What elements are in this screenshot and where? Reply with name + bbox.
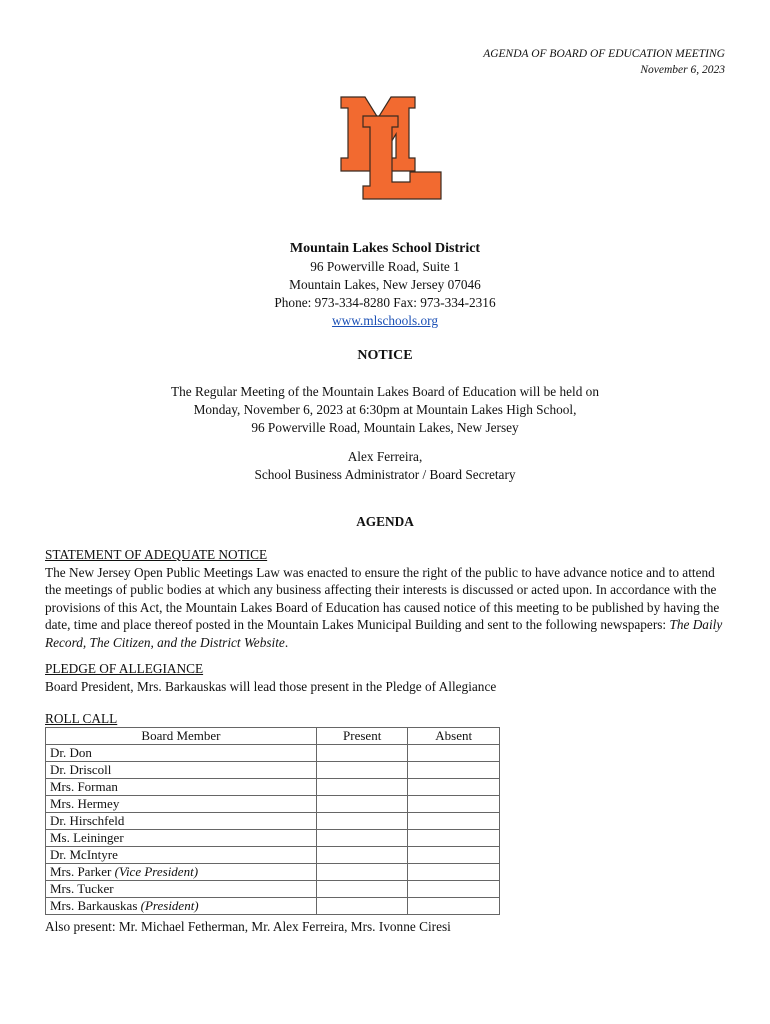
present-cell[interactable] bbox=[316, 830, 408, 847]
present-cell[interactable] bbox=[316, 813, 408, 830]
table-row bbox=[46, 745, 500, 762]
table-row bbox=[46, 864, 500, 881]
notice-body bbox=[0, 383, 770, 437]
member-name: Ms. Leininger bbox=[50, 830, 124, 845]
adequate-notice-body bbox=[45, 564, 725, 652]
member-name: Mrs. Forman bbox=[50, 779, 118, 794]
notice-signature bbox=[0, 448, 770, 484]
district-address-line2: Mountain Lakes, New Jersey 07046 bbox=[289, 277, 481, 292]
district-logo bbox=[338, 94, 444, 206]
column-header-present: Present bbox=[316, 728, 408, 745]
signer-name: Alex Ferreira, bbox=[347, 449, 423, 464]
district-website-link[interactable]: www.mlschools.org bbox=[331, 313, 438, 328]
district-address-line1: 96 Powerville Road, Suite 1 bbox=[310, 259, 460, 274]
member-name: Dr. Don bbox=[50, 745, 92, 760]
pledge-heading: PLEDGE OF ALLEGIANCE bbox=[45, 661, 204, 676]
pledge-body: Board President, Mrs. Barkauskas will lead those present in the Pledge of Allegiance bbox=[45, 678, 497, 694]
member-name-cell bbox=[46, 881, 317, 898]
present-cell[interactable] bbox=[316, 898, 408, 915]
present-cell[interactable] bbox=[316, 864, 408, 881]
member-name-cell bbox=[46, 847, 317, 864]
absent-cell[interactable] bbox=[408, 745, 500, 762]
district-info bbox=[0, 240, 770, 330]
adequate-notice-section bbox=[45, 546, 725, 651]
table-row bbox=[46, 881, 500, 898]
absent-cell[interactable] bbox=[408, 881, 500, 898]
member-name-cell bbox=[46, 898, 317, 915]
absent-cell[interactable] bbox=[408, 830, 500, 847]
district-phone-fax: Phone: 973-334-8280 Fax: 973-334-2316 bbox=[274, 295, 496, 310]
present-cell[interactable] bbox=[316, 745, 408, 762]
table-row bbox=[46, 813, 500, 830]
present-cell[interactable] bbox=[316, 881, 408, 898]
table-row bbox=[46, 796, 500, 813]
pledge-section bbox=[45, 660, 725, 695]
member-name: Dr. McIntyre bbox=[50, 847, 118, 862]
adequate-notice-heading: STATEMENT OF ADEQUATE NOTICE bbox=[45, 547, 268, 562]
member-name: Mrs. Hermey bbox=[50, 796, 120, 811]
page-header bbox=[483, 46, 725, 78]
table-row bbox=[46, 762, 500, 779]
adequate-notice-text: The New Jersey Open Public Meetings Law was enacted to ensure the right of the public to have advance notice and to attend the meetings of public bodies at which any business affecting their interests is discussed or acted upon. In accordance with the provisions of this Act, the Mountain Lakes Board of Education has caused notice of this meeting to be published by having the date, time and place thereof posted in the Mountain Lakes Municipal Building and sent to the following newspapers: bbox=[45, 564, 720, 632]
member-name: Dr. Hirschfeld bbox=[50, 813, 125, 828]
present-cell[interactable] bbox=[316, 847, 408, 864]
present-cell[interactable] bbox=[316, 796, 408, 813]
member-name-cell bbox=[46, 779, 317, 796]
signer-title: School Business Administrator / Board Secretary bbox=[254, 467, 516, 482]
member-name: Mrs. Barkauskas bbox=[50, 898, 138, 913]
header-date: November 6, 2023 bbox=[640, 64, 725, 76]
table-row bbox=[46, 830, 500, 847]
member-name-cell bbox=[46, 762, 317, 779]
absent-cell[interactable] bbox=[408, 864, 500, 881]
notice-line: Monday, November 6, 2023 at 6:30pm at Mountain Lakes High School, bbox=[193, 402, 577, 417]
member-name: Mrs. Parker bbox=[50, 864, 112, 879]
notice-line: 96 Powerville Road, Mountain Lakes, New Jersey bbox=[251, 420, 519, 435]
absent-cell[interactable] bbox=[408, 847, 500, 864]
table-row bbox=[46, 779, 500, 796]
member-name-cell bbox=[46, 864, 317, 881]
absent-cell[interactable] bbox=[408, 813, 500, 830]
member-role: (President) bbox=[140, 898, 199, 913]
member-name-cell bbox=[46, 813, 317, 830]
also-present: Also present: Mr. Michael Fetherman, Mr. Alex Ferreira, Mrs. Ivonne Ciresi bbox=[45, 919, 451, 934]
member-role: (Vice President) bbox=[114, 864, 199, 879]
member-name: Dr. Driscoll bbox=[50, 762, 112, 777]
roll-call-heading: ROLL CALL bbox=[45, 711, 118, 726]
absent-cell[interactable] bbox=[408, 779, 500, 796]
absent-cell[interactable] bbox=[408, 762, 500, 779]
header-title: AGENDA OF BOARD OF EDUCATION MEETING bbox=[483, 48, 725, 60]
present-cell[interactable] bbox=[316, 779, 408, 796]
notice-line: The Regular Meeting of the Mountain Lakes Board of Education will be held on bbox=[171, 384, 599, 399]
member-name-cell bbox=[46, 745, 317, 762]
notice-title: NOTICE bbox=[357, 348, 413, 363]
absent-cell[interactable] bbox=[408, 796, 500, 813]
table-row bbox=[46, 847, 500, 864]
roll-call-table bbox=[45, 727, 500, 915]
present-cell[interactable] bbox=[316, 762, 408, 779]
table-header-row bbox=[46, 728, 500, 745]
member-name-cell bbox=[46, 796, 317, 813]
agenda-title: AGENDA bbox=[356, 514, 414, 529]
absent-cell[interactable] bbox=[408, 898, 500, 915]
member-name: Mrs. Tucker bbox=[50, 881, 114, 896]
table-row bbox=[46, 898, 500, 915]
adequate-notice-end: . bbox=[284, 634, 289, 650]
newspapers-list: The Daily Record, The Citizen, and the District Website bbox=[45, 617, 723, 650]
member-name-cell bbox=[46, 830, 317, 847]
column-header-absent: Absent bbox=[408, 728, 500, 745]
column-header-member: Board Member bbox=[46, 728, 317, 745]
district-name: Mountain Lakes School District bbox=[289, 241, 481, 256]
